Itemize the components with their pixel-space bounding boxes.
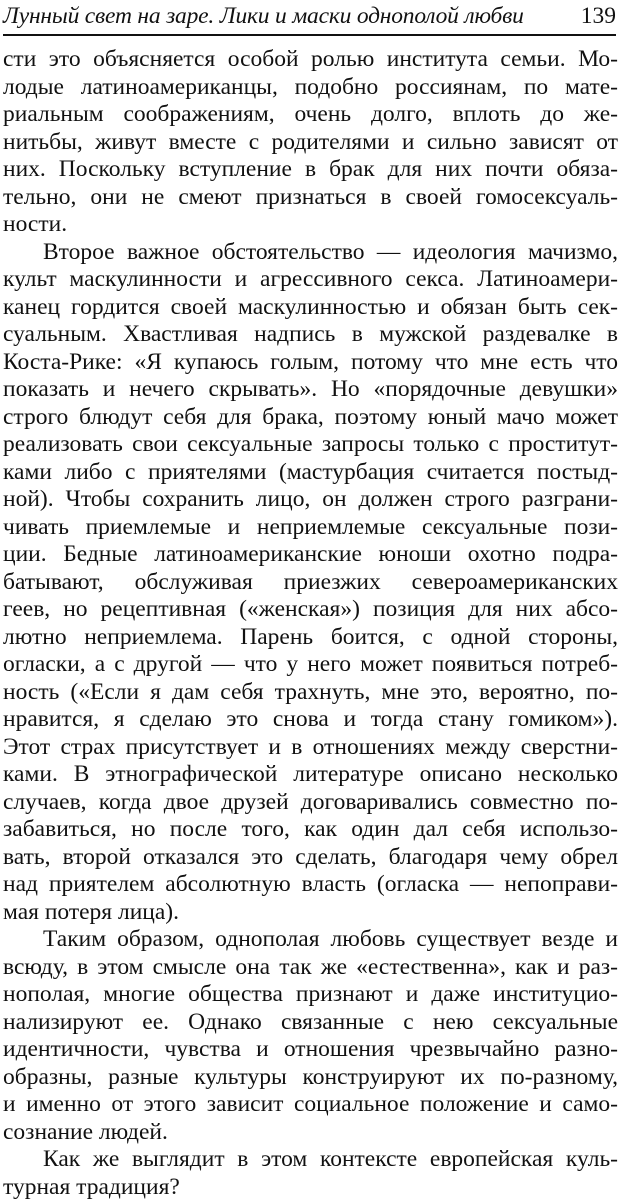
text-line: ками. В этнографической литературе описано несколько [3, 761, 618, 789]
text-line: культ маскулинности и агрессивного секса. Латиноамери- [3, 266, 618, 294]
text-line: тельно, они не смеют признаться в своей гомосексуаль- [3, 184, 618, 212]
text-line: нализируют ее. Однако связанные с нею сексуальные [3, 1009, 618, 1037]
text-line: ции. Бедные латиноамериканские юноши охотно подра- [3, 541, 618, 569]
text-line: них. Поскольку вступление в брак для них почти обяза- [3, 156, 618, 184]
text-line: сти это объясняется особой ролью института семьи. Мо- [3, 46, 618, 74]
text-line: показать и нечего скрывать». Но «порядочные девушки» [3, 376, 618, 404]
page-number: 139 [581, 3, 616, 30]
text-line: мая потеря лица). [3, 899, 618, 927]
text-line: образны, разные культуры конструируют их по-разному, [3, 1064, 618, 1092]
text-line: строго блюдут себя для брака, поэтому юный мачо может [3, 404, 618, 432]
text-line: сознание людей. [3, 1119, 618, 1147]
text-line: нополая, многие общества признают и даже институцио- [3, 981, 618, 1009]
running-title: Лунный свет на заре. Лики и маски однополой любви [3, 3, 524, 30]
text-line: реализовать свои сексуальные запросы только с проститут- [3, 431, 618, 459]
text-line: канец гордится своей маскулинностью и обязан быть сек- [3, 294, 618, 322]
text-line: Как же выглядит в этом контексте европейская куль- [3, 1146, 618, 1174]
text-line: Этот страх присутствует и в отношениях между сверстни- [3, 734, 618, 762]
text-line: ности. [3, 211, 618, 239]
text-line: ной). Чтобы сохранить лицо, он должен строго разграни- [3, 486, 618, 514]
text-line: суальным. Хвастливая надпись в мужской раздевалке в [3, 321, 618, 349]
text-line: вать, второй отказался это сделать, благодаря чему обрел [3, 844, 618, 872]
text-line: батывают, обслуживая приезжих североамериканских [3, 569, 618, 597]
text-line: лодые латиноамериканцы, подобно россиянам, по мате- [3, 74, 618, 102]
text-line: нитьбы, живут вместе с родителями и сильно зависят от [3, 129, 618, 157]
text-line: риальным соображениям, очень долго, вплоть до же- [3, 101, 618, 129]
text-line: и именно от этого зависит социальное положение и само- [3, 1091, 618, 1119]
text-line: Второе важное обстоятельство — идеология мачизмо, [3, 239, 618, 267]
text-line: турная традиция? [3, 1174, 618, 1201]
text-line: случаев, когда двое друзей договаривались совместно по- [3, 789, 618, 817]
text-line: ками либо с приятелями (мастурбация считается постыд- [3, 459, 618, 487]
text-line: забавиться, но после того, как один дал себя использо- [3, 816, 618, 844]
body-text [3, 46, 618, 1201]
text-line: ность («Если я дам себя трахнуть, мне это, вероятно, по- [3, 679, 618, 707]
text-line: лютно неприемлема. Парень боится, с одной стороны, [3, 624, 618, 652]
text-line: Таким образом, однополая любовь существует везде и [3, 926, 618, 954]
page-header [3, 0, 616, 36]
text-line: идентичности, чувства и отношения чрезвычайно разно- [3, 1036, 618, 1064]
text-line: Коста-Рике: «Я купаюсь голым, потому что мне есть что [3, 349, 618, 377]
text-line: нравится, я сделаю это снова и тогда стану гомиком»). [3, 706, 618, 734]
text-line: чивать приемлемые и неприемлемые сексуальные пози- [3, 514, 618, 542]
text-line: геев, но рецептивная («женская») позиция для них абсо- [3, 596, 618, 624]
text-line: огласки, а с другой — что у него может появиться потреб- [3, 651, 618, 679]
text-line: над приятелем абсолютную власть (огласка — непоправи- [3, 871, 618, 899]
text-line: всюду, в этом смысле она так же «естественна», как и раз- [3, 954, 618, 982]
